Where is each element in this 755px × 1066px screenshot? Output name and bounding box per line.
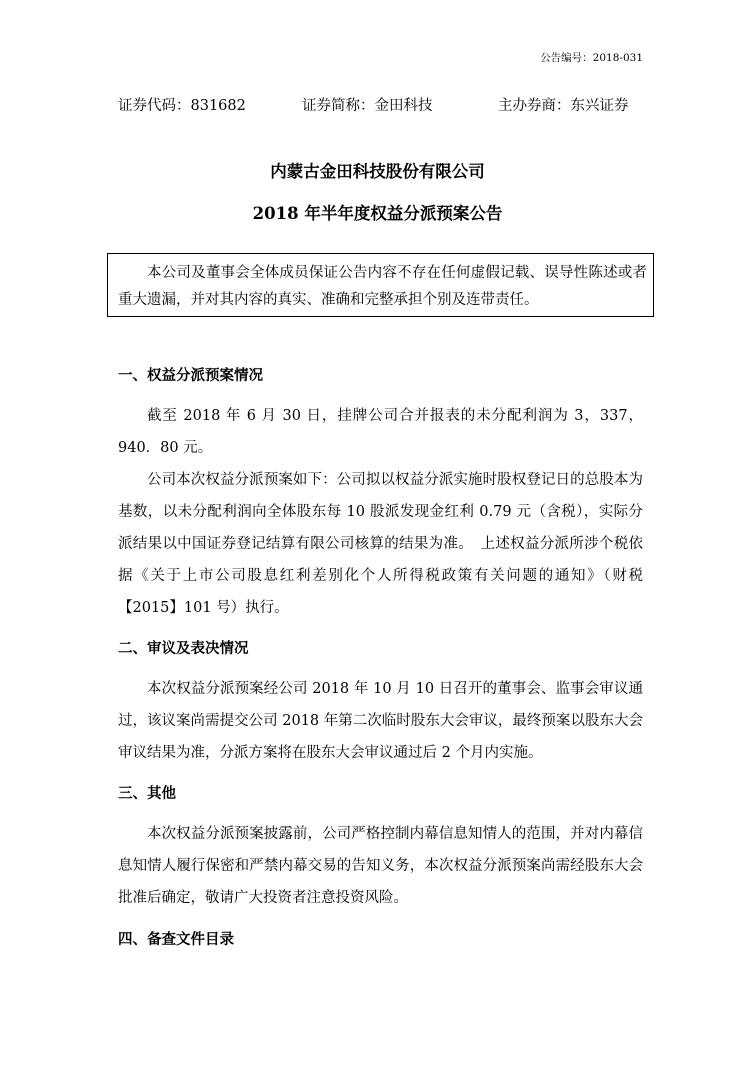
securities-code: 证券代码：831682 [118,98,246,114]
section-paragraph: 本次权益分派预案经公司 2018 年 10 月 10 日召开的董事会、监事会审议通过，该议案尚需提交公司 2018 年第二次临时股东大会审议，最终预案以股东大会审议结果为准，分派方案将在股东大会审议通过后 2 个月内实施。 [118,681,643,761]
responsibility-statement: 本公司及董事会全体成员保证公告内容不存在任何虚假记载、误导性陈述或者重大遗漏，并对其内容的真实、准确和完整承担个别及连带责任。 [118,265,647,308]
section-heading: 一、权益分派预案情况 [118,368,263,384]
section-heading: 二、审议及表决情况 [118,641,249,657]
section-paragraph: 截至 2018 年 6 月 30 日，挂牌公司合并报表的未分配利润为 3，337，940．80 元。 [118,408,643,456]
document-title: 2018 年半年度权益分派预案公告 [252,204,503,223]
securities-abbreviation: 证券简称：金田科技 [302,98,433,114]
section-heading: 四、备查文件目录 [118,932,234,948]
notice-number: 公告编号：2018-031 [540,52,643,64]
responsibility-statement-box [107,253,654,317]
company-name: 内蒙古金田科技股份有限公司 [270,162,485,181]
section-heading: 三、其他 [118,786,176,802]
section-paragraph: 公司本次权益分派预案如下：公司拟以权益分派实施时股权登记日的总股本为基数，以未分配利润向全体股东每 10 股派发现金红利 0.79 元（含税），实际分派结果以中国证券登记结算有限公司核算的结果为准。 上述权益分派所涉个税依据《关于上市公司股息红利差别化个人所得税政策有关问题的通知》（财税【2015】101 号）执行。 [118,472,643,616]
sponsor-broker: 主办券商：东兴证券 [498,98,629,114]
section-paragraph: 本次权益分派预案披露前，公司严格控制内幕信息知情人的范围，并对内幕信息知情人履行保密和严禁内幕交易的告知义务，本次权益分派预案尚需经股东大会批准后确定，敬请广大投资者注意投资风险。 [118,826,643,906]
